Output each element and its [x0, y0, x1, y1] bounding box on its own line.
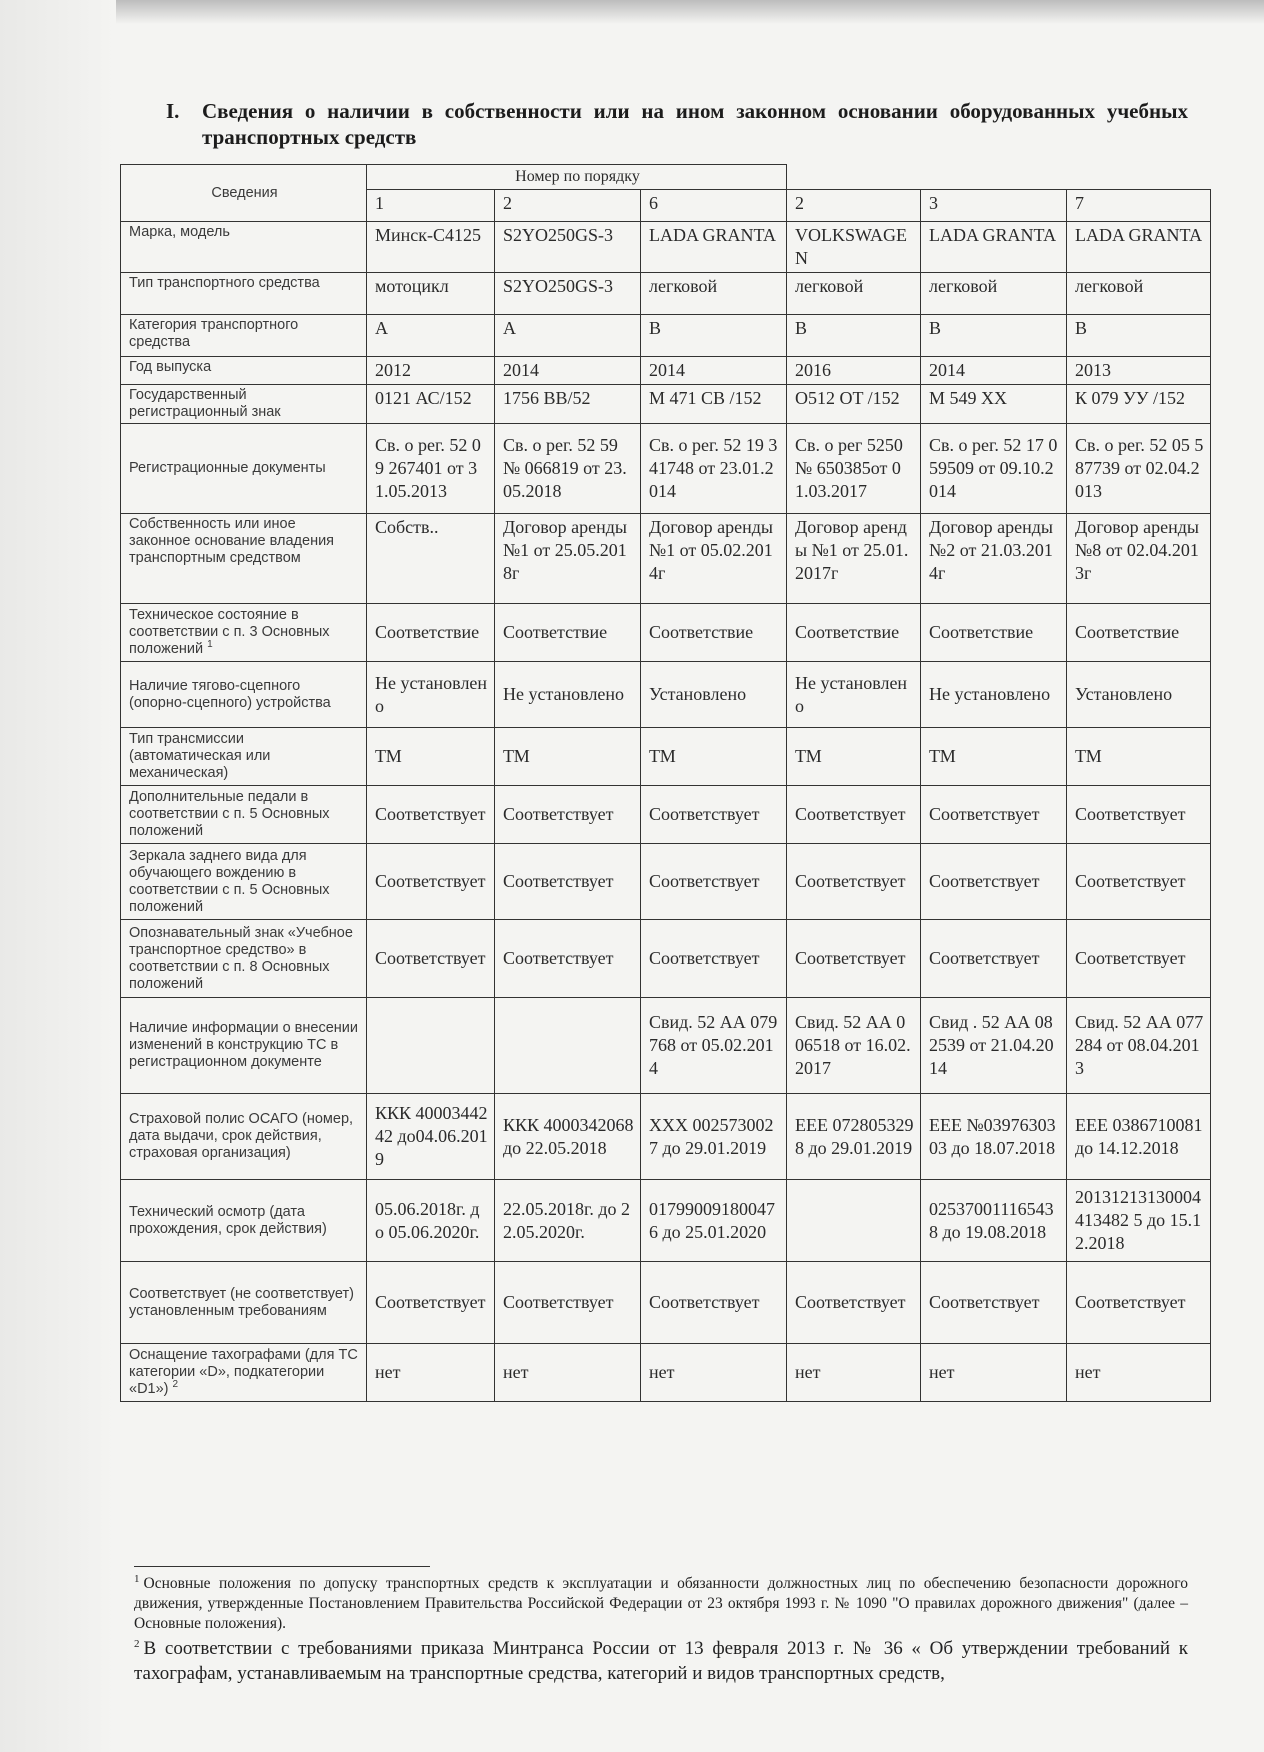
table-cell: ТМ: [921, 728, 1067, 786]
table-cell: LADA GRANTA: [1067, 222, 1211, 273]
column-number: 3: [921, 190, 1067, 222]
table-cell: легковой: [787, 273, 921, 315]
table-cell: [787, 1180, 921, 1262]
table-cell: Соответствует: [641, 786, 787, 844]
table-cell: легковой: [921, 273, 1067, 315]
table-cell: 2014: [921, 357, 1067, 385]
table-row: [121, 1344, 1211, 1402]
row-label-text: Соответствует (не соответствует) установленным требованиям: [129, 1285, 354, 1319]
table-row: [121, 1262, 1211, 1344]
column-number: 2: [787, 190, 921, 222]
table-cell: Собств..: [367, 514, 495, 604]
table-cell: легковой: [1067, 273, 1211, 315]
table-row: [121, 662, 1211, 728]
table-cell: М 549 ХХ: [921, 385, 1067, 424]
table-cell: Соответствует: [1067, 920, 1211, 998]
vehicles-table: [120, 164, 1211, 1402]
row-label: [121, 424, 367, 514]
table-cell: Установлено: [641, 662, 787, 728]
table-cell: Соответствует: [367, 844, 495, 920]
row-label-text: Наличие тягово-сцепного (опорно-сцепного) устройства: [129, 677, 331, 711]
table-row: [121, 728, 1211, 786]
table-cell: Договор аренды №1 от 05.02.2014г: [641, 514, 787, 604]
table-cell: Соответствует: [641, 844, 787, 920]
column-number: 2: [495, 190, 641, 222]
table-cell: Св. о рег. 52 59 № 066819 от 23.05.2018: [495, 424, 641, 514]
row-label-text: Оснащение тахографами (для ТС категории «D», подкатегории «D1»): [129, 1347, 358, 1397]
table-cell: Соответствие: [367, 604, 495, 662]
row-label: [121, 844, 367, 920]
table-row: [121, 273, 1211, 315]
row-label: [121, 662, 367, 728]
table-cell: B: [787, 315, 921, 357]
table-cell: Соответствует: [495, 844, 641, 920]
table-cell: ТМ: [367, 728, 495, 786]
table-row: [121, 357, 1211, 385]
row-label: [121, 1094, 367, 1180]
table-cell: Соответствует: [921, 786, 1067, 844]
table-cell: Договор аренды №8 от 02.04.2013г: [1067, 514, 1211, 604]
table-row: [121, 1180, 1211, 1262]
table-cell: VOLKSWAGEN: [787, 222, 921, 273]
table-cell: М 471 СВ /152: [641, 385, 787, 424]
table-cell: S2YO250GS-3: [495, 222, 641, 273]
table-cell: ТМ: [787, 728, 921, 786]
table-cell: Соответствует: [367, 1262, 495, 1344]
row-label: [121, 920, 367, 998]
row-label: [121, 1180, 367, 1262]
table-cell: Свид. 52 АА 077284 от 08.04.2013: [1067, 998, 1211, 1094]
table-cell: B: [641, 315, 787, 357]
row-label-text: Категория транспортного средства: [129, 317, 299, 350]
row-label: [121, 514, 367, 604]
table-cell: Соответствие: [495, 604, 641, 662]
footnote-1: [134, 1574, 1188, 1634]
table-cell: B: [1067, 315, 1211, 357]
table-row: [121, 315, 1211, 357]
table-row: [121, 604, 1211, 662]
table-cell: B: [921, 315, 1067, 357]
footnote-reference: 2: [172, 1379, 179, 1391]
table-cell: ТМ: [1067, 728, 1211, 786]
row-label: [121, 1262, 367, 1344]
table-cell: 2014: [641, 357, 787, 385]
table-cell: Соответствие: [787, 604, 921, 662]
table-cell: Соответствует: [921, 1262, 1067, 1344]
table-cell: Минск-С4125: [367, 222, 495, 273]
table-cell: 22.05.2018г. до 22.05.2020г.: [495, 1180, 641, 1262]
table-cell: нет: [1067, 1344, 1211, 1402]
table-cell: 2012: [367, 357, 495, 385]
table-cell: Соответствует: [367, 786, 495, 844]
table-cell: нет: [787, 1344, 921, 1402]
table-cell: ТМ: [495, 728, 641, 786]
table-cell: Соответствует: [787, 844, 921, 920]
table-row: [121, 786, 1211, 844]
table-cell: Договор аренды №1 от 25.05.2018г: [495, 514, 641, 604]
table-cell: 2016: [787, 357, 921, 385]
table-cell: Договор аренды №1 от 25.01.2017г: [787, 514, 921, 604]
table-row: [121, 424, 1211, 514]
table-cell: Соответствует: [787, 786, 921, 844]
footnote-reference: 1: [207, 639, 213, 651]
table-cell: 2014: [495, 357, 641, 385]
table-cell: S2YO250GS-3: [495, 273, 641, 315]
table-cell: Не установлено: [921, 662, 1067, 728]
table-cell: Св. о рег. 52 19 341748 от 23.01.2014: [641, 424, 787, 514]
table-cell: Св. о рег. 52 09 267401 от 31.05.2013: [367, 424, 495, 514]
table-cell: A: [495, 315, 641, 357]
table-cell: нет: [367, 1344, 495, 1402]
footnote-mark: 1: [134, 1572, 140, 1585]
section-title: Сведения о наличии в собственности или на ином законном основании оборудованных учебных транспортных средств: [202, 99, 1188, 149]
table-cell: A: [367, 315, 495, 357]
section-number: I.: [166, 99, 180, 123]
row-label-text: Марка, модель: [129, 224, 230, 240]
table-row: [121, 920, 1211, 998]
table-cell: Соответствует: [495, 786, 641, 844]
table-row: [121, 1094, 1211, 1180]
scan-left-edge: [0, 0, 116, 1752]
footnote-text: В соответствии с требованиями приказа Минтранса России от 13 февраля 2013 г. № 36 « Об утверждении требований к тахографам, устанавливаемым на транспортные средства, категорий и видов транспортных средств,: [134, 1638, 1188, 1684]
table-cell: ХХХ 0025730027 до 29.01.2019: [641, 1094, 787, 1180]
footnote-mark: 2: [134, 1637, 140, 1650]
table-row: [121, 385, 1211, 424]
table-cell: ТМ: [641, 728, 787, 786]
table-cell: ККК 4000342068 до 22.05.2018: [495, 1094, 641, 1180]
table-cell: Свид . 52 АА 082539 от 21.04.2014: [921, 998, 1067, 1094]
table-cell: Соответствие: [1067, 604, 1211, 662]
table-cell: [367, 998, 495, 1094]
table-cell: нет: [641, 1344, 787, 1402]
table-cell: Договор аренды №2 от 21.03.2014г: [921, 514, 1067, 604]
table-cell: Соответствие: [641, 604, 787, 662]
table-cell: Свид. 52 АА 006518 от 16.02.2017: [787, 998, 921, 1094]
table-row: [121, 844, 1211, 920]
row-label-text: Собственность или иное законное основание владения транспортным средством: [129, 516, 335, 566]
footnote-divider: [134, 1566, 430, 1567]
table-cell: O512 OT /152: [787, 385, 921, 424]
table-cell: [495, 998, 641, 1094]
table-cell: Свид. 52 АА 079768 от 05.02.2014: [641, 998, 787, 1094]
header-label: Сведения: [121, 165, 367, 222]
table-cell: Соответствует: [641, 1262, 787, 1344]
row-label-text: Дополнительные педали в соответствии с п. 5 Основных положений: [129, 789, 330, 839]
table-row: [121, 514, 1211, 604]
table-cell: ЕЕЕ 0728053298 до 29.01.2019: [787, 1094, 921, 1180]
table-cell: 1756 ВВ/52: [495, 385, 641, 424]
table-cell: 2013: [1067, 357, 1211, 385]
header-group: Номер по порядку: [367, 165, 787, 190]
table-cell: Св. о рег. 52 05 587739 от 02.04.2013: [1067, 424, 1211, 514]
row-label-text: Технический осмотр (дата прохождения, срок действия): [129, 1203, 327, 1237]
table-cell: ЕЕЕ №0397630303 до 18.07.2018: [921, 1094, 1067, 1180]
table-cell: 025370011165438 до 19.08.2018: [921, 1180, 1067, 1262]
row-label: [121, 786, 367, 844]
row-label: [121, 385, 367, 424]
table-cell: Соответствие: [921, 604, 1067, 662]
row-label-text: Зеркала заднего вида для обучающего вождению в соответствии с п. 5 Основных положений: [129, 847, 330, 915]
column-number: 1: [367, 190, 495, 222]
table-cell: Не установлено: [495, 662, 641, 728]
row-label: [121, 315, 367, 357]
table-cell: Соответствует: [921, 920, 1067, 998]
section-heading: [166, 98, 1188, 150]
footnote-2: [134, 1636, 1188, 1686]
row-label-text: Тип транспортного средства: [129, 275, 320, 291]
table-cell: К 079 УУ /152: [1067, 385, 1211, 424]
row-label: [121, 728, 367, 786]
table-cell: нет: [921, 1344, 1067, 1402]
table-cell: Соответствует: [1067, 844, 1211, 920]
table-cell: Соответствует: [367, 920, 495, 998]
table-row: [121, 222, 1211, 273]
row-label-text: Тип трансмиссии (автоматическая или механическая): [129, 731, 271, 781]
table-cell: Соответствует: [787, 920, 921, 998]
table-cell: Не установлено: [787, 662, 921, 728]
table-cell: 0121 АС/152: [367, 385, 495, 424]
table-cell: Соответствует: [921, 844, 1067, 920]
row-label-text: Техническое состояние в соответствии с п. 3 Основных положений: [129, 607, 330, 657]
table-cell: 017990091800476 до 25.01.2020: [641, 1180, 787, 1262]
column-number: 6: [641, 190, 787, 222]
table-cell: ЕЕЕ 0386710081 до 14.12.2018: [1067, 1094, 1211, 1180]
table-cell: Соответствует: [1067, 786, 1211, 844]
table-cell: Не установлено: [367, 662, 495, 728]
table-cell: Соответствует: [641, 920, 787, 998]
table-cell: Соответствует: [495, 920, 641, 998]
table-cell: Соответствует: [1067, 1262, 1211, 1344]
table-cell: Соответствует: [495, 1262, 641, 1344]
table-cell: LADA GRANTA: [921, 222, 1067, 273]
table-cell: легковой: [641, 273, 787, 315]
table-cell: LADA GRANTA: [641, 222, 787, 273]
table-cell: 05.06.2018г. до 05.06.2020г.: [367, 1180, 495, 1262]
row-label: [121, 604, 367, 662]
table-cell: Соответствует: [787, 1262, 921, 1344]
row-label: [121, 357, 367, 385]
row-label-text: Регистрационные документы: [129, 460, 326, 476]
table-row: [121, 998, 1211, 1094]
scan-top-shadow: [0, 0, 1264, 24]
row-label: [121, 273, 367, 315]
table-cell: Установлено: [1067, 662, 1211, 728]
row-label: [121, 1344, 367, 1402]
table-header-row: [121, 165, 1211, 190]
table-cell: мотоцикл: [367, 273, 495, 315]
footnotes: [134, 1574, 1188, 1688]
table-cell: Св. о рег 5250№ 650385от 01.03.2017: [787, 424, 921, 514]
table-cell: ККК 4000344242 до04.06.2019: [367, 1094, 495, 1180]
row-label: [121, 222, 367, 273]
column-number: 7: [1067, 190, 1211, 222]
row-label-text: Опознавательный знак «Учебное транспортное средство» в соответствии с п. 8 Основных положений: [129, 924, 353, 992]
row-label: [121, 998, 367, 1094]
row-label-text: Наличие информации о внесении изменений в конструкцию ТС в регистрационном документе: [129, 1020, 358, 1070]
table-cell: 20131213130004413482 5 до 15.12.2018: [1067, 1180, 1211, 1262]
row-label-text: Страховой полис ОСАГО (номер, дата выдачи, срок действия, страховая организация): [129, 1111, 354, 1161]
header-empty: [787, 165, 1211, 190]
row-label-text: Государственный регистрационный знак: [129, 387, 281, 420]
row-label-text: Год выпуска: [129, 359, 212, 375]
table-cell: Св. о рег. 52 17 059509 от 09.10.2014: [921, 424, 1067, 514]
footnote-text: Основные положения по допуску транспортных средств к эксплуатации и обязанности должностных лиц по обеспечению безопасности дорожного движения, утвержденные Постановлением Правительства Российской Федерации от 23 октября 1993 г. № 1090 "О правилах дорожного движения" (далее – Основные положения).: [134, 1575, 1188, 1632]
table-cell: нет: [495, 1344, 641, 1402]
